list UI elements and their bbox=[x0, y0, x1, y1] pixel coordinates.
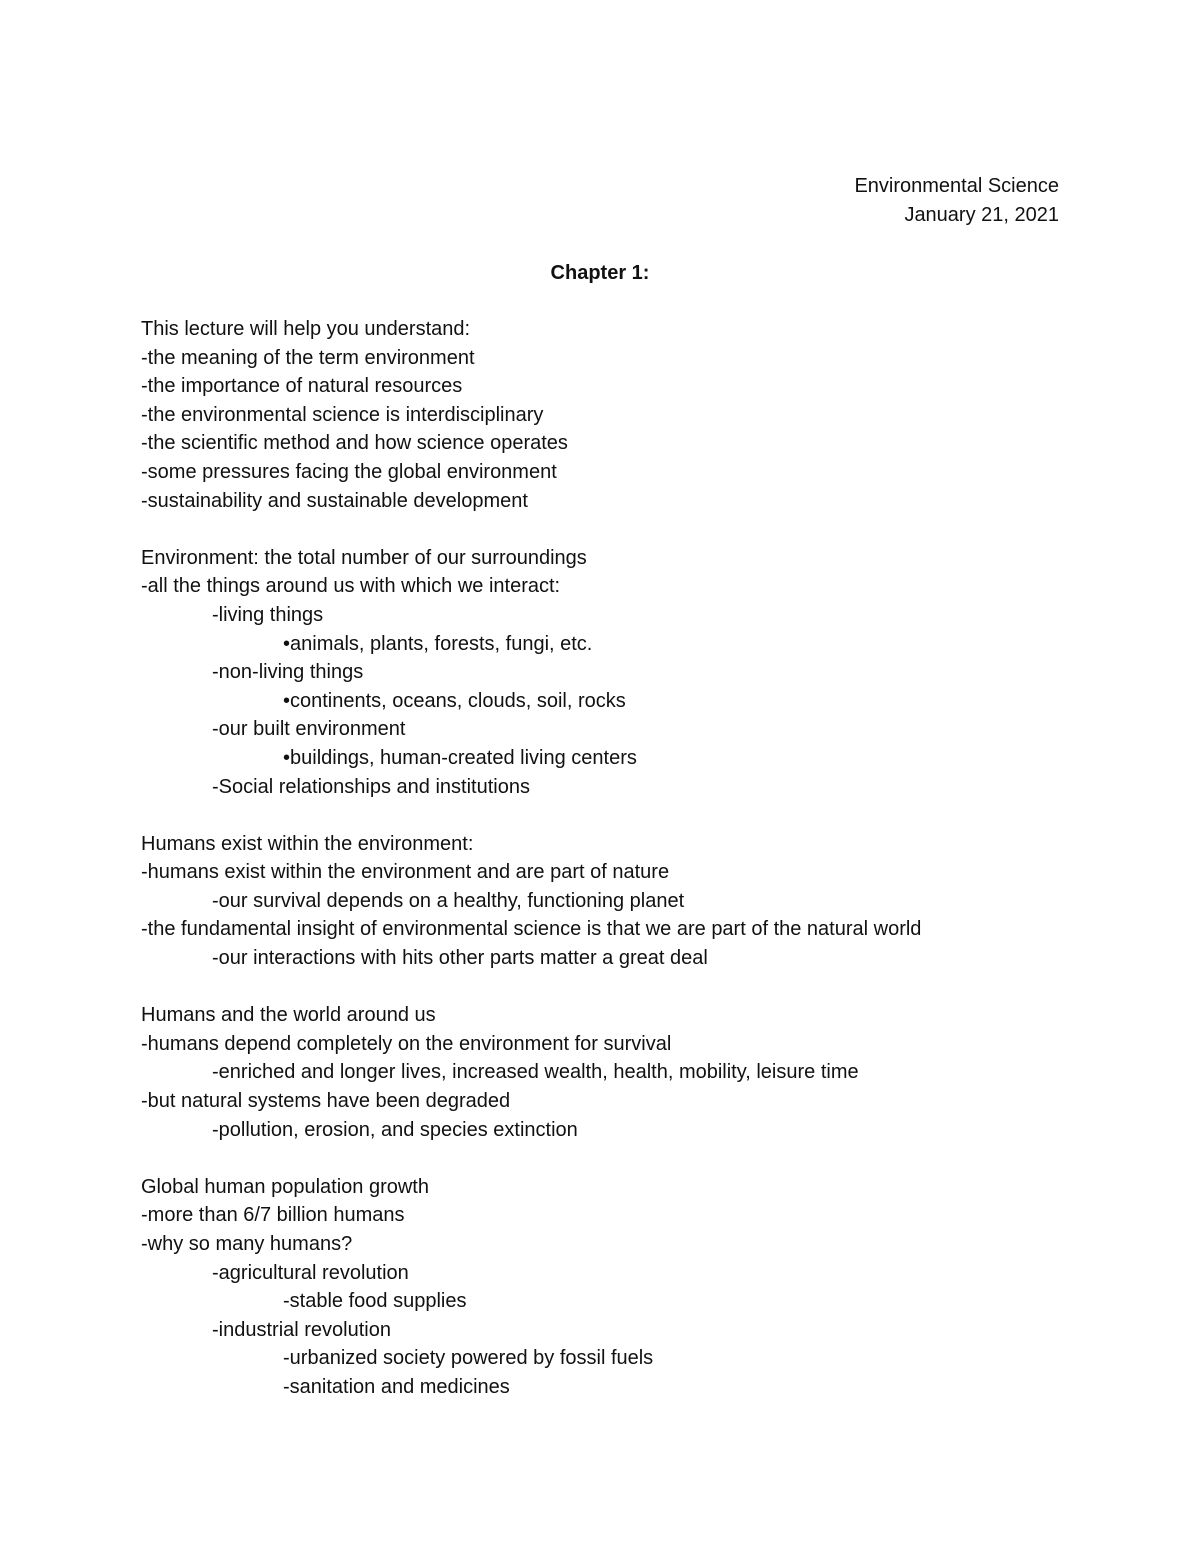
note-line: -some pressures facing the global environment bbox=[141, 460, 557, 483]
note-line: •animals, plants, forests, fungi, etc. bbox=[283, 632, 593, 655]
document-header bbox=[854, 172, 1059, 229]
note-line: -our built environment bbox=[212, 718, 406, 741]
note-line: -but natural systems have been degraded bbox=[141, 1090, 511, 1113]
blank-line bbox=[141, 801, 1061, 830]
note-line: Humans exist within the environment: bbox=[141, 832, 474, 855]
note-line: -agricultural revolution bbox=[212, 1261, 409, 1284]
note-line: -non-living things bbox=[212, 661, 364, 684]
note-line: -sustainability and sustainable development bbox=[141, 489, 528, 512]
note-line: -pollution, erosion, and species extinction bbox=[212, 1118, 578, 1141]
chapter-title: Chapter 1: bbox=[550, 262, 650, 284]
blank-line bbox=[141, 515, 1061, 544]
note-line: -the environmental science is interdisciplinary bbox=[141, 403, 544, 426]
note-line: -why so many humans? bbox=[141, 1233, 353, 1255]
lecture-date: January 21, 2021 bbox=[904, 203, 1059, 226]
note-line: -stable food supplies bbox=[283, 1290, 467, 1313]
note-line: -the importance of natural resources bbox=[141, 375, 463, 398]
course-name: Environmental Science bbox=[854, 175, 1059, 197]
note-line: •continents, oceans, clouds, soil, rocks bbox=[283, 689, 626, 712]
lecture-notes bbox=[141, 315, 1061, 1402]
note-line: -humans exist within the environment and are part of nature bbox=[141, 861, 670, 884]
note-line: -the scientific method and how science operates bbox=[141, 432, 568, 455]
note-line: -the fundamental insight of environmental science is that we are part of the natural world bbox=[141, 918, 922, 941]
note-line: Global human population growth bbox=[141, 1175, 429, 1198]
note-line: -the meaning of the term environment bbox=[141, 346, 475, 369]
blank-line bbox=[141, 1144, 1061, 1173]
note-line: -living things bbox=[212, 603, 324, 626]
note-line: -Social relationships and institutions bbox=[212, 775, 530, 798]
blank-line bbox=[141, 973, 1061, 1002]
note-line: -humans depend completely on the environment for survival bbox=[141, 1032, 672, 1055]
note-line: -all the things around us with which we interact: bbox=[141, 575, 561, 598]
note-line: -industrial revolution bbox=[212, 1318, 391, 1341]
note-line: •buildings, human-created living centers bbox=[283, 746, 637, 769]
note-line: This lecture will help you understand: bbox=[141, 318, 471, 340]
note-line: Humans and the world around us bbox=[141, 1004, 436, 1027]
note-line: -enriched and longer lives, increased wealth, health, mobility, leisure time bbox=[212, 1061, 859, 1084]
note-line: -sanitation and medicines bbox=[283, 1375, 510, 1398]
note-line: -our survival depends on a healthy, functioning planet bbox=[212, 889, 685, 912]
note-line: Environment: the total number of our surroundings bbox=[141, 546, 587, 569]
note-line: -more than 6/7 billion humans bbox=[141, 1204, 405, 1227]
note-line: -our interactions with hits other parts matter a great deal bbox=[212, 947, 708, 970]
note-line: -urbanized society powered by fossil fuels bbox=[283, 1347, 654, 1370]
